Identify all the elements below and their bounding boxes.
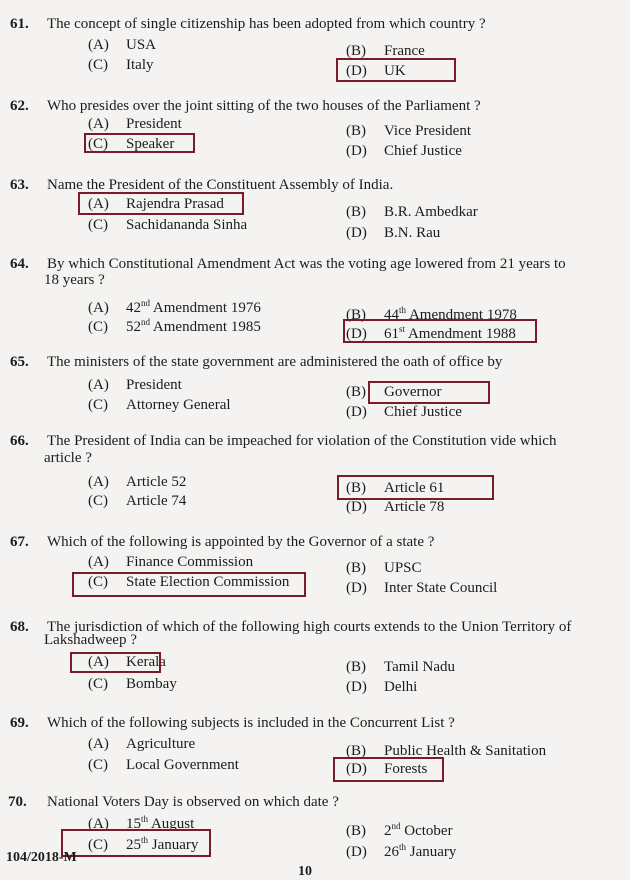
option-text-rest: Amendment 1976 — [150, 300, 261, 316]
answer-highlight-box — [333, 757, 444, 782]
option-text: France — [384, 43, 425, 59]
option-label: (D) — [346, 326, 367, 342]
option-text: Chief Justice — [384, 404, 462, 420]
option-label: (C) — [88, 757, 108, 773]
option-text: Article 78 — [384, 499, 445, 515]
question-text: The President of India can be impeached for violation of the Constitution vide which — [47, 433, 557, 449]
option-text: UPSC — [384, 560, 422, 576]
option-text-rest: Amendment 1978 — [406, 307, 517, 323]
option-label: (B) — [346, 43, 366, 59]
option-text-rest: January — [148, 837, 199, 853]
option-label: (A) — [88, 736, 109, 752]
answer-highlight-box — [84, 133, 195, 153]
option-label: (C) — [88, 397, 108, 413]
option-c[interactable] — [88, 317, 261, 336]
option-text: President — [126, 116, 182, 132]
option-text: Public Health & Sanitation — [384, 743, 547, 759]
option-text: 26 — [384, 844, 399, 860]
option-label: (C) — [88, 217, 108, 233]
option-label: (A) — [88, 37, 109, 53]
option-text: Speaker — [126, 136, 175, 152]
option-label: (A) — [88, 474, 109, 490]
question-text: 18 years ? — [44, 272, 105, 288]
option-a[interactable] — [88, 116, 182, 133]
option-text: President — [126, 377, 182, 393]
option-label: (B) — [346, 384, 366, 400]
option-label: (A) — [88, 196, 109, 212]
option-text: B.R. Ambedkar — [384, 204, 478, 220]
option-superscript: th — [399, 842, 407, 852]
option-label: (C) — [88, 57, 108, 73]
option-text: Delhi — [384, 679, 418, 695]
option-text: State Election Commission — [126, 574, 290, 590]
option-label: (C) — [88, 136, 108, 152]
option-text: 2 — [384, 823, 392, 839]
question-text: National Voters Day is observed on which date ? — [47, 794, 339, 810]
option-text: Article 61 — [384, 480, 445, 496]
option-d[interactable] — [346, 580, 497, 597]
option-text: Rajendra Prasad — [126, 196, 224, 212]
option-superscript: nd — [141, 298, 150, 308]
option-label: (B) — [346, 743, 366, 759]
option-d[interactable] — [346, 225, 440, 242]
question-number: 67. — [10, 534, 29, 550]
option-b[interactable] — [346, 123, 471, 140]
option-text: Governor — [384, 384, 442, 400]
question-number: 64. — [10, 256, 29, 272]
option-label: (B) — [346, 659, 366, 675]
answer-highlight-box — [78, 192, 244, 215]
option-label: (C) — [88, 676, 108, 692]
option-label: (B) — [346, 204, 366, 220]
question-number: 61. — [10, 16, 29, 32]
option-c[interactable] — [88, 57, 154, 74]
question-text: Which of the following is appointed by the Governor of a state ? — [47, 534, 435, 550]
question-text: The jurisdiction of which of the following high courts extends to the Union Territory of — [47, 619, 572, 635]
option-text: Sachidananda Sinha — [126, 217, 248, 233]
answer-highlight-box — [61, 829, 211, 857]
option-superscript: st — [399, 324, 406, 334]
paper-code: 104/2018-M — [6, 850, 77, 865]
option-label: (B) — [346, 560, 366, 576]
option-text: 15 — [126, 816, 141, 832]
option-superscript: th — [141, 835, 149, 845]
page-number: 10 — [298, 864, 312, 879]
option-text: Kerala — [126, 654, 166, 670]
answer-highlight-box — [368, 381, 490, 404]
option-label: (A) — [88, 654, 109, 670]
question-number: 66. — [10, 433, 29, 449]
option-superscript: th — [141, 814, 149, 824]
option-text: Article 52 — [126, 474, 187, 490]
option-text: Article 74 — [126, 493, 187, 509]
option-a[interactable] — [88, 37, 156, 54]
option-c[interactable] — [88, 493, 186, 510]
option-label: (D) — [346, 404, 367, 420]
option-text: UK — [384, 63, 406, 79]
option-text: Italy — [126, 57, 154, 73]
option-label: (D) — [346, 580, 367, 596]
question-text: The ministers of the state government are administered the oath of office by — [47, 354, 503, 370]
question-text: Which of the following subjects is included in the Concurrent List ? — [47, 715, 455, 731]
option-label: (B) — [346, 123, 366, 139]
option-c[interactable] — [88, 757, 239, 774]
answer-highlight-box — [72, 572, 306, 597]
option-label: (D) — [346, 761, 367, 777]
option-superscript: th — [399, 305, 407, 315]
option-text: Bombay — [126, 676, 177, 692]
option-a[interactable] — [88, 474, 186, 491]
option-superscript: nd — [391, 821, 401, 831]
option-b[interactable] — [346, 204, 478, 221]
option-text: B.N. Rau — [384, 225, 441, 241]
option-b[interactable] — [346, 821, 453, 840]
option-text: Attorney General — [126, 397, 231, 413]
option-text-rest: Amendment 1988 — [405, 326, 516, 342]
answer-highlight-box — [70, 652, 161, 673]
option-d[interactable] — [346, 842, 456, 861]
option-d[interactable] — [346, 404, 462, 421]
option-b[interactable] — [346, 560, 422, 577]
option-text: Finance Commission — [126, 554, 254, 570]
option-label: (D) — [346, 679, 367, 695]
answer-highlight-box — [336, 58, 456, 82]
option-label: (A) — [88, 116, 109, 132]
option-d[interactable] — [346, 143, 462, 160]
option-a[interactable] — [88, 554, 253, 571]
answer-highlight-box — [337, 475, 494, 500]
question-text: Who presides over the joint sitting of the two houses of the Parliament ? — [47, 98, 481, 114]
option-label: (D) — [346, 143, 367, 159]
answer-highlight-box — [343, 319, 537, 343]
option-label: (B) — [346, 480, 366, 496]
option-text-rest: Amendment 1985 — [150, 319, 261, 335]
option-c[interactable] — [88, 676, 177, 693]
option-label: (C) — [88, 493, 108, 509]
option-d[interactable] — [346, 679, 417, 696]
question-number: 70. — [8, 794, 27, 810]
question-number: 63. — [10, 177, 29, 193]
option-superscript: nd — [141, 317, 150, 327]
question-text: By which Constitutional Amendment Act was the voting age lowered from 21 years to — [47, 256, 566, 272]
option-text: Inter State Council — [384, 580, 498, 596]
option-label: (B) — [346, 307, 366, 323]
option-text-rest: January — [406, 844, 457, 860]
option-label: (D) — [346, 499, 367, 515]
option-label: (D) — [346, 63, 367, 79]
option-c[interactable] — [88, 397, 231, 414]
option-text: Chief Justice — [384, 143, 462, 159]
question-number: 62. — [10, 98, 29, 114]
option-text: USA — [126, 37, 157, 53]
option-text: Vice President — [384, 123, 471, 139]
option-text: 61 — [384, 326, 399, 342]
question-number: 69. — [10, 715, 29, 731]
option-label: (A) — [88, 554, 109, 570]
option-text: Tamil Nadu — [384, 659, 456, 675]
question-text: Name the President of the Constituent Assembly of India. — [47, 177, 394, 193]
option-text: Agriculture — [126, 736, 196, 752]
option-a[interactable] — [88, 298, 261, 317]
question-number: 68. — [10, 619, 29, 635]
option-label: (B) — [346, 823, 366, 839]
option-text: 44 — [384, 307, 399, 323]
option-text: 25 — [126, 837, 141, 853]
option-text-rest: October — [400, 823, 453, 839]
option-text: 42 — [126, 300, 141, 316]
option-label: (A) — [88, 377, 109, 393]
option-a[interactable] — [88, 377, 182, 394]
option-label: (A) — [88, 300, 109, 316]
question-text: The concept of single citizenship has been adopted from which country ? — [47, 16, 486, 32]
option-c[interactable] — [88, 217, 247, 234]
option-label: (C) — [88, 837, 108, 853]
option-label: (C) — [88, 319, 108, 335]
option-b[interactable] — [346, 659, 455, 676]
question-text: article ? — [44, 450, 92, 466]
option-d[interactable] — [346, 499, 444, 516]
question-number: 65. — [10, 354, 29, 370]
option-text-rest: August — [148, 816, 195, 832]
option-text: Forests — [384, 761, 428, 777]
option-label: (A) — [88, 816, 109, 832]
option-text: Local Government — [126, 757, 239, 773]
option-label: (C) — [88, 574, 108, 590]
option-text: 52 — [126, 319, 141, 335]
question-text: Lakshadweep ? — [44, 632, 137, 648]
option-a[interactable] — [88, 736, 195, 753]
option-label: (D) — [346, 225, 367, 241]
option-label: (D) — [346, 844, 367, 860]
